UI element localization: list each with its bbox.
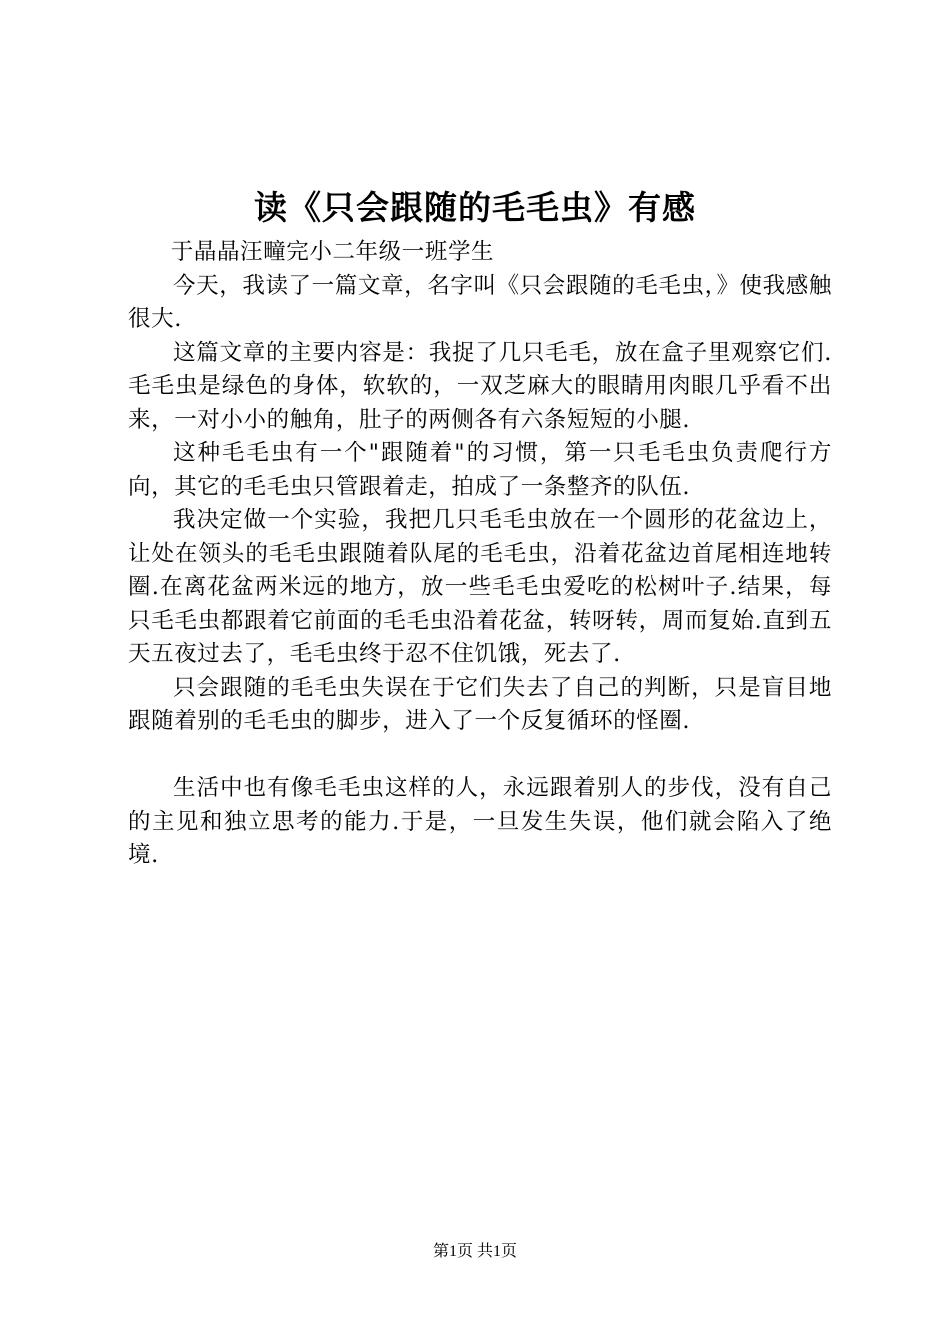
page-number-footer: 第1页 共1页: [432, 1243, 517, 1260]
document-title: 读《只会跟随的毛毛虫》有感: [254, 188, 696, 227]
paragraph-2: 这篇文章的主要内容是：我捉了几只毛毛，放在盒子里观察它们.毛毛虫是绿色的身体，软软的，一双芝麻大的眼睛用肉眼几乎看不出来，一对小小的触角，肚子的两侧各有六条短短的小腿.: [128, 339, 832, 433]
paragraph-gap: [128, 739, 832, 773]
paragraph-4: 我决定做一个实验，我把几只毛毛虫放在一个圆形的花盆边上，让处在领头的毛毛虫跟随着队尾的毛毛虫，沿着花盆边首尾相连地转圈.在离花盆两米远的地方，放一些毛毛虫爱吃的松树叶子.结果，每只毛毛虫都跟着它前面的毛毛虫沿着花盆，转呀转，周而复始.直到五天五夜过去了，毛毛虫终于忍不住饥饿，死去了.: [128, 507, 832, 667]
paragraph-6: 生活中也有像毛毛虫这样的人，永远跟着别人的步伐，没有自己的主见和独立思考的能力.于是，一旦发生失误，他们就会陷入了绝境.: [128, 775, 832, 868]
document-body: [128, 236, 832, 873]
paragraph-5: 只会跟随的毛毛虫失误在于它们失去了自己的判断，只是盲目地跟随着别的毛毛虫的脚步，进入了一个反复循环的怪圈.: [128, 674, 832, 734]
paragraph-1: 今天，我读了一篇文章，名字叫《只会跟随的毛毛虫，》使我感触很大.: [128, 272, 832, 332]
paragraph-3: 这种毛毛虫有一个"跟随着"的习惯，第一只毛毛虫负责爬行方向，其它的毛毛虫只管跟着走，拍成了一条整齐的队伍.: [128, 440, 832, 500]
author-byline: 于晶晶汪疃完小二年级一班学生: [170, 239, 495, 265]
